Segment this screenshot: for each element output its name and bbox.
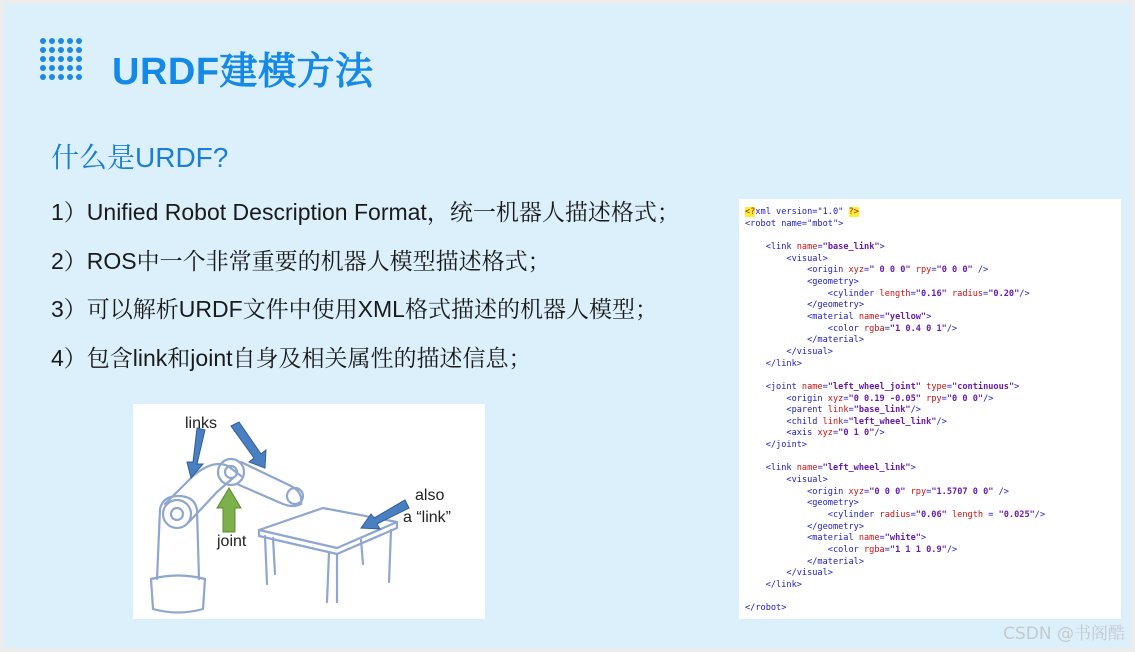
label-a-link: a “link” — [403, 509, 452, 526]
page-title: URDF建模方法 — [112, 51, 374, 93]
code-line: <axis xyz="0 1 0"/> — [745, 428, 885, 439]
label-links: links — [185, 415, 218, 432]
section-subtitle: 什么是URDF? — [51, 142, 229, 173]
code-line: <color rgba="1 1 1 0.9"/> — [745, 545, 958, 556]
code-line: </geometry> — [745, 300, 864, 311]
code-line: </link> — [745, 580, 802, 590]
code-line: <origin xyz=" 0 0 0" rpy="0 0 0" /> — [745, 265, 989, 276]
point-item: 1）Unified Robot Description Format，统一机器人描述格式； — [51, 199, 680, 225]
code-line: <material name="white"> — [745, 533, 927, 544]
robot-arm-figure — [133, 404, 485, 619]
code-line: <robot name="mbot"> — [745, 218, 844, 229]
code-line: </link> — [745, 358, 802, 369]
xml-decl-close: ?> — [848, 207, 859, 217]
point-list — [51, 194, 680, 388]
code-lines — [745, 242, 1045, 613]
point-item: 4）包含link和joint自身及相关属性的描述信息； — [51, 344, 532, 371]
code-line: <link name="base_link"> — [745, 241, 885, 252]
code-line: <parent link="base_link"/> — [745, 405, 921, 416]
code-line: <geometry> — [745, 276, 859, 287]
title-dots-icon — [40, 38, 82, 80]
xml-decl-open: <? — [745, 207, 756, 217]
slide — [4, 4, 1131, 648]
label-also: also — [415, 487, 445, 504]
code-line: </visual> — [745, 568, 833, 579]
code-line: </joint> — [745, 440, 808, 451]
code-line: </material> — [745, 556, 864, 567]
code-line: <link name="left_wheel_link"> — [745, 463, 916, 474]
label-joint: joint — [217, 533, 247, 550]
code-line: <material name="yellow"> — [745, 311, 932, 322]
code-line: </geometry> — [745, 521, 864, 532]
code-line: </robot> — [745, 603, 787, 614]
code-line: <visual> — [745, 475, 828, 486]
code-line: <cylinder length="0.16" radius="0.20"/> — [745, 288, 1030, 299]
code-line: <origin xyz="0 0.19 -0.05" rpy="0 0 0"/> — [745, 393, 994, 404]
point-item: 2）ROS中一个非常重要的机器人模型描述格式； — [51, 247, 551, 274]
code-line: </visual> — [745, 346, 833, 357]
code-line: <cylinder radius="0.06" length = "0.025"/> — [745, 510, 1046, 521]
code-block — [739, 199, 1121, 615]
code-line: <joint name="left_wheel_joint" type="continuous"> — [745, 381, 1020, 392]
urdf-code-sample — [739, 199, 1121, 619]
code-line: <visual> — [745, 253, 828, 264]
point-item: 3）可以解析URDF文件中使用XML格式描述的机器人模型； — [51, 296, 658, 322]
code-line: <origin xyz="0 0 0" rpy="1.5707 0 0" /> — [745, 486, 1009, 497]
code-line: <geometry> — [745, 498, 859, 509]
code-line: </material> — [745, 335, 864, 346]
watermark: CSDN @书阁酷 — [1003, 624, 1125, 644]
code-line: <color rgba="1 0.4 0 1"/> — [745, 323, 958, 334]
robot-arm-illustration — [133, 404, 485, 619]
xml-decl-body: xml version="1.0" — [755, 207, 849, 217]
code-line: <child link="left_wheel_link"/> — [745, 416, 947, 427]
